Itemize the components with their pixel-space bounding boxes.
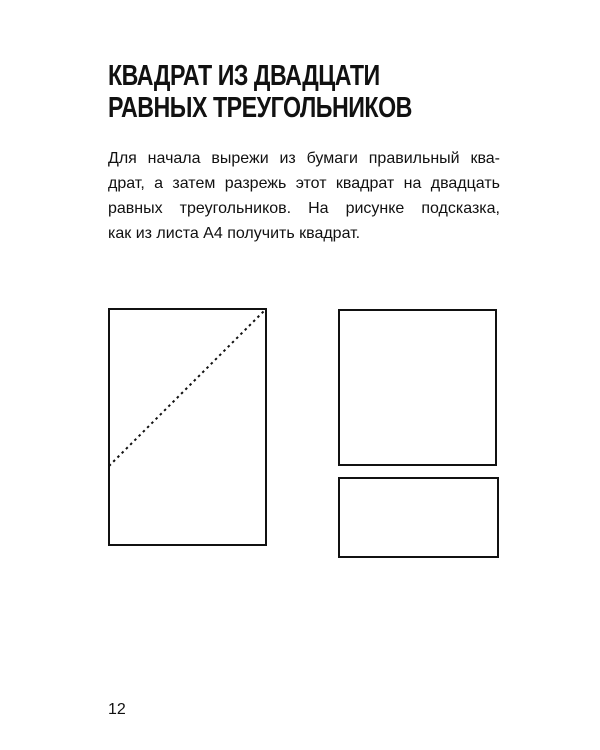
page-number: 12 [108, 701, 126, 718]
paragraph-line: как из листа А4 получить квадрат. [108, 225, 361, 242]
resulting-square [339, 310, 496, 465]
leftover-strip-rectangle [339, 478, 498, 557]
paragraph-line: равных треугольников. На рисунке подсказка, [108, 200, 500, 217]
paragraph-line: драт, а затем разрежь этот квадрат на двадцать [108, 175, 500, 192]
paragraph-line: Для начала вырежи из бумаги правильный ква- [108, 150, 500, 167]
title-line-2: РАВНЫХ ТРЕУГОЛЬНИКОВ [108, 92, 412, 124]
title-line-1: КВАДРАТ ИЗ ДВАДЦАТИ [108, 60, 380, 92]
a4-sheet-rectangle [109, 309, 266, 545]
